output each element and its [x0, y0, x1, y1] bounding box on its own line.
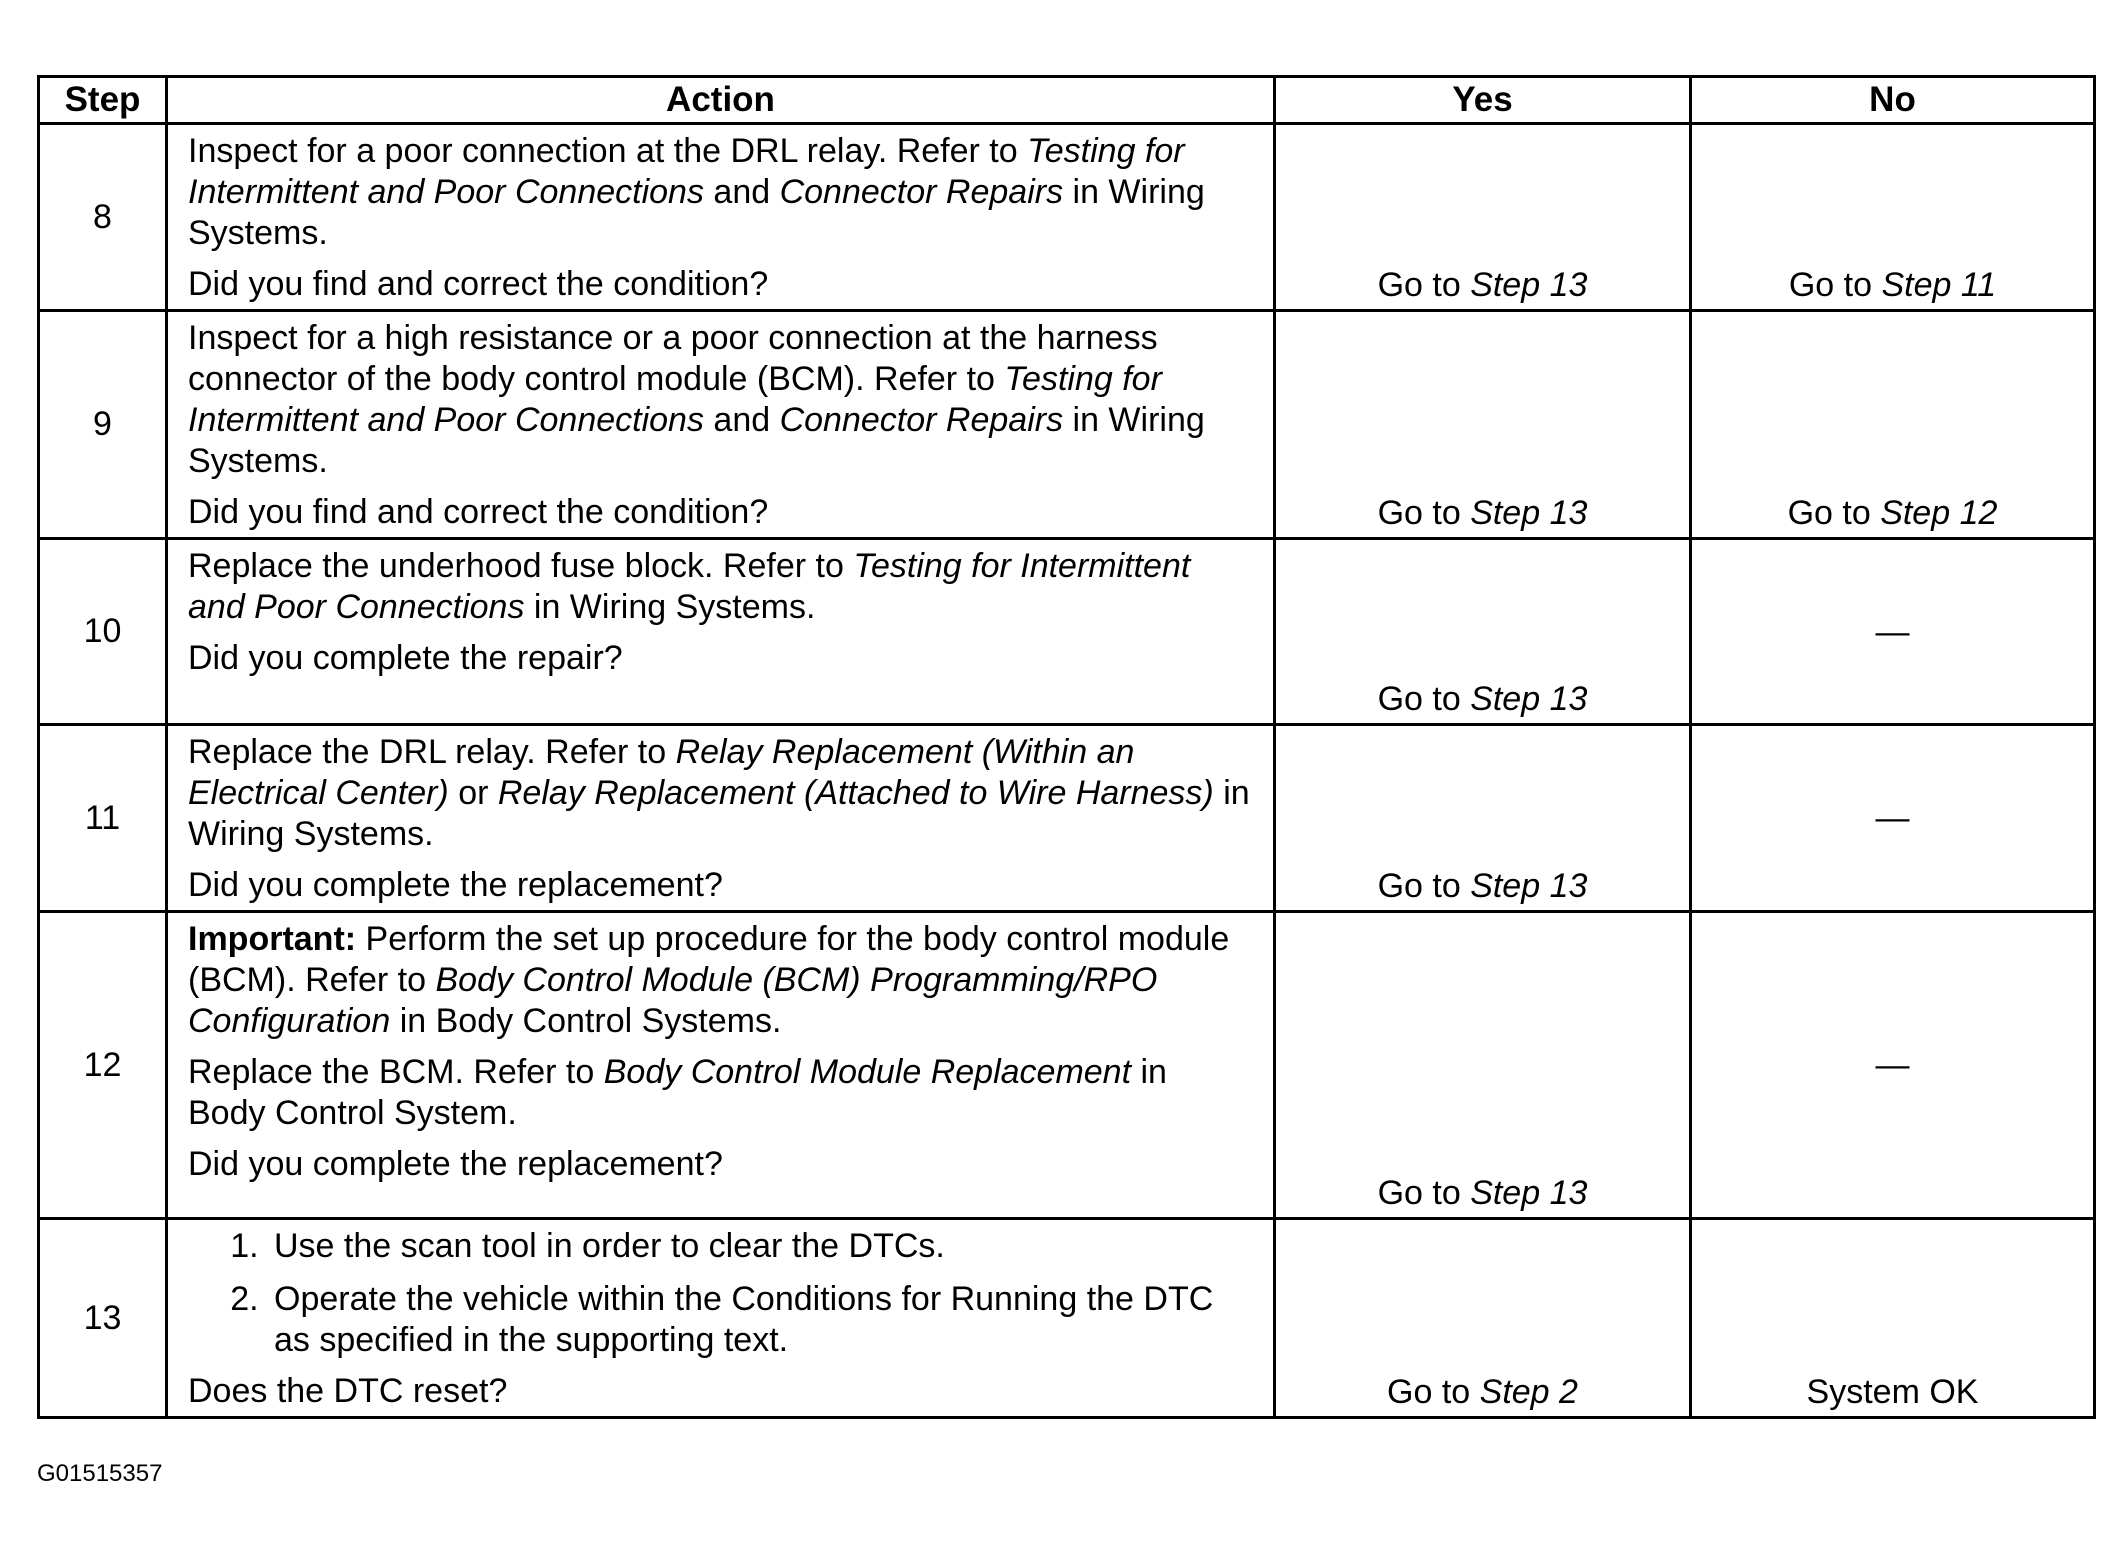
step-number: 10	[39, 539, 167, 725]
action-text: Inspect for a poor connection at the DRL relay. Refer to	[188, 132, 1028, 170]
action-paragraph	[188, 546, 1253, 628]
reference-link-text: Connector Repairs	[779, 401, 1064, 439]
action-text: in Wiring Systems.	[188, 173, 1205, 252]
action-text: Replace the BCM. Refer to	[188, 1053, 604, 1091]
table-row	[39, 311, 2095, 539]
table-row	[39, 912, 2095, 1219]
no-result-text: Go to	[1787, 494, 1881, 532]
action-paragraph	[188, 318, 1253, 482]
no-result-text: Go to	[1788, 266, 1882, 304]
no-cell	[1691, 539, 2095, 725]
action-text: in Wiring Systems.	[188, 774, 1250, 853]
action-text: or	[448, 774, 498, 812]
reference-link-text: Testing for Intermittent and Poor Connections	[188, 132, 1185, 211]
yes-result-text: Go to	[1377, 266, 1471, 304]
yes-result-text: Go to	[1377, 1174, 1471, 1212]
action-text: and	[703, 401, 780, 439]
action-text: Perform the set up procedure for the body control module (BCM). Refer to	[188, 920, 1230, 999]
action-question: Did you find and correct the condition?	[188, 493, 769, 531]
action-text: in Body Control Systems.	[390, 1002, 782, 1040]
action-cell	[167, 311, 1275, 539]
yes-result-text: Go to	[1377, 494, 1471, 532]
yes-step-ref: Step 13	[1470, 1174, 1588, 1212]
header-yes: Yes	[1275, 77, 1691, 124]
action-text: in Wiring Systems.	[524, 588, 816, 626]
header-no: No	[1691, 77, 2095, 124]
diagnostic-steps-table	[37, 75, 2096, 1419]
action-cell	[167, 1219, 1275, 1418]
yes-cell	[1275, 124, 1691, 311]
no-cell	[1691, 912, 2095, 1219]
yes-cell	[1275, 912, 1691, 1219]
step-number: 9	[39, 311, 167, 539]
action-paragraph	[188, 732, 1253, 855]
yes-step-ref: Step 13	[1470, 867, 1588, 905]
action-text: Inspect for a high resistance or a poor connection at the harness connector of the body control module (BCM). Refer to	[188, 319, 1158, 398]
yes-step-ref: Step 13	[1470, 494, 1588, 532]
no-cell	[1691, 725, 2095, 912]
list-item: 2. Operate the vehicle within the Conditions for Running the DTC as specified in the supporting text.	[268, 1279, 1253, 1361]
yes-result-text: Go to	[1377, 680, 1471, 718]
table-row	[39, 124, 2095, 311]
step-number: 12	[39, 912, 167, 1219]
action-cell	[167, 725, 1275, 912]
action-text: Replace the DRL relay. Refer to	[188, 733, 676, 771]
action-question: Did you complete the replacement?	[188, 1145, 723, 1183]
yes-cell	[1275, 539, 1691, 725]
no-result-text: —	[1875, 612, 1910, 651]
table-row	[39, 725, 2095, 912]
yes-cell	[1275, 725, 1691, 912]
yes-step-ref: Step 2	[1479, 1373, 1578, 1411]
action-question: Did you complete the repair?	[188, 639, 623, 677]
header-row	[39, 77, 2095, 124]
action-cell	[167, 124, 1275, 311]
list-item: 1. Use the scan tool in order to clear the DTCs.	[268, 1226, 1253, 1267]
reference-link-text: Relay Replacement (Within an Electrical Center)	[188, 733, 1135, 812]
no-cell	[1691, 124, 2095, 311]
table-body	[39, 124, 2095, 1418]
yes-result-text: Go to	[1377, 867, 1471, 905]
action-question: Did you complete the replacement?	[188, 866, 723, 904]
yes-cell	[1275, 311, 1691, 539]
no-result-text: —	[1875, 1046, 1910, 1084]
yes-step-ref: Step 13	[1470, 680, 1588, 718]
reference-link-text: Body Control Module Replacement	[603, 1053, 1132, 1091]
action-paragraph	[188, 131, 1253, 254]
important-label: Important:	[188, 920, 357, 958]
step-number: 11	[39, 725, 167, 912]
no-step-ref: Step 12	[1880, 494, 1998, 532]
action-paragraph	[188, 919, 1253, 1042]
action-text: and	[703, 173, 780, 211]
action-cell	[167, 912, 1275, 1219]
procedure-list	[188, 1226, 1253, 1361]
action-text: in Wiring Systems.	[188, 401, 1205, 480]
table-row	[39, 539, 2095, 725]
reference-link-text: Testing for Intermittent and Poor Connections	[188, 360, 1162, 439]
step-number: 8	[39, 124, 167, 311]
reference-link-text: Testing for Intermittent and Poor Connections	[188, 547, 1191, 626]
no-cell	[1691, 311, 2095, 539]
reference-link-text: Connector Repairs	[779, 173, 1064, 211]
action-cell	[167, 539, 1275, 725]
reference-link-text: Body Control Module (BCM) Programming/RPO Configuration	[188, 961, 1158, 1040]
action-text: Replace the underhood fuse block. Refer to	[188, 547, 854, 585]
action-question: Did you find and correct the condition?	[188, 265, 769, 303]
no-cell	[1691, 1219, 2095, 1418]
no-result-text: —	[1875, 799, 1910, 837]
action-paragraph	[188, 1052, 1253, 1134]
header-action: Action	[167, 77, 1275, 124]
no-step-ref: Step 11	[1881, 266, 1997, 304]
no-result-text: System OK	[1806, 1373, 1979, 1411]
reference-link-text: Relay Replacement (Attached to Wire Harness)	[497, 774, 1214, 812]
yes-step-ref: Step 13	[1470, 266, 1588, 304]
yes-cell	[1275, 1219, 1691, 1418]
figure-id: G01515357	[37, 1460, 163, 1487]
table-row	[39, 1219, 2095, 1418]
header-step: Step	[39, 77, 167, 124]
action-text: in Body Control System.	[188, 1053, 1167, 1132]
step-number: 13	[39, 1219, 167, 1418]
yes-result-text: Go to	[1387, 1373, 1480, 1411]
action-question: Does the DTC reset?	[188, 1372, 508, 1410]
